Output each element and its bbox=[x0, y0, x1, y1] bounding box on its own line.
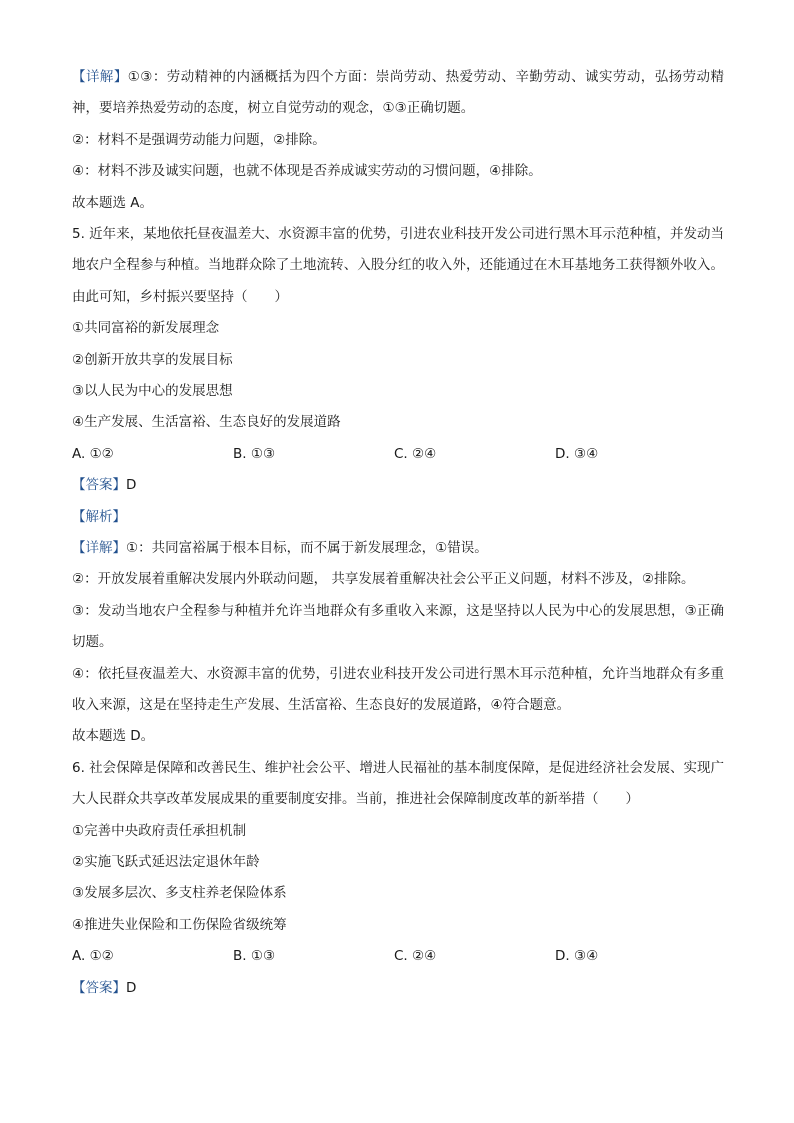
q5-stem: 5. 近年来，某地依托昼夜温差大、水资源丰富的优势，引进农业科技开发公司进行黑木耳示范种植，并发动当地农户全程参与种植。当地群众除了土地流转、入股分红的收入外，还能通过在木耳基地务工获得额外收入。由此可知，乡村振兴要坚持（ ） bbox=[72, 225, 724, 305]
q6-item-3: ③发展多层次、多支柱养老保险体系 bbox=[72, 885, 287, 902]
q5-option-b: B. ①③ bbox=[233, 445, 276, 462]
q5-item-4: ④生产发展、生活富裕、生态良好的发展道路 bbox=[72, 414, 341, 431]
q6-item-2: ②实施飞跃式延迟法定退休年龄 bbox=[72, 853, 260, 870]
q5-options bbox=[72, 439, 724, 470]
q4-conclusion: 故本题选 A。 bbox=[72, 194, 154, 211]
q6-options bbox=[72, 941, 724, 972]
answer-value: D bbox=[126, 477, 137, 494]
answer-tag: 【答案】 bbox=[72, 979, 126, 996]
detail-tag: 【详解】 bbox=[72, 69, 128, 85]
detail-text: ①：共同富裕属于根本目标，而不属于新发展理念，①错误。 bbox=[126, 539, 488, 556]
q5-item-2: ②创新开放共享的发展目标 bbox=[72, 351, 233, 368]
q5-option-d: D. ③④ bbox=[555, 445, 599, 462]
q5-answer bbox=[72, 470, 724, 501]
detail-tag: 【详解】 bbox=[72, 539, 126, 556]
q5-item-3: ③以人民为中心的发展思想 bbox=[72, 382, 233, 399]
q6-option-d: D. ③④ bbox=[555, 948, 599, 965]
analysis-tag: 【解析】 bbox=[72, 508, 126, 525]
q4-detail-line-4: ④：材料不涉及诚实问题，也就不体现是否养成诚实劳动的习惯问题，④排除。 bbox=[72, 163, 542, 180]
q5-detail-1 bbox=[72, 533, 724, 564]
document-page bbox=[72, 62, 724, 1004]
q6-item-1: ①完善中央政府责任承担机制 bbox=[72, 822, 247, 839]
q5-analysis-heading bbox=[72, 502, 724, 533]
answer-value: D bbox=[126, 979, 137, 996]
q6-answer bbox=[72, 973, 724, 1004]
q5-option-a: A. ①② bbox=[72, 445, 114, 462]
q5-detail-2: ②：开放发展着重解决发展内外联动问题， 共享发展着重解决社会公平正义问题，材料不涉及，②排除。 bbox=[72, 571, 695, 588]
q6-option-b: B. ①③ bbox=[233, 948, 276, 965]
q5-detail-4: ④：依托昼夜温差大、水资源丰富的优势，引进农业科技开发公司进行黑木耳示范种植，允许当地群众有多重收入来源，这是在坚持走生产发展、生活富裕、生态良好的发展道路，④符合题意。 bbox=[72, 665, 724, 713]
q5-detail-3: ③：发动当地农户全程参与种植并允许当地群众有多重收入来源，这是坚持以人民为中心的发展思想，③正确切题。 bbox=[72, 602, 724, 651]
q6-option-c: C. ②④ bbox=[394, 948, 437, 965]
detail-text: ①③：劳动精神的内涵概括为四个方面：崇尚劳动、热爱劳动、辛勤劳动、诚实劳动，弘扬劳动精神，要培养热爱劳动的态度，树立自觉劳动的观念，①③正确切题。 bbox=[72, 69, 724, 117]
q5-option-c: C. ②④ bbox=[394, 445, 437, 462]
q5-item-1: ①共同富裕的新发展理念 bbox=[72, 320, 220, 337]
q4-detail-paragraph bbox=[72, 62, 724, 125]
q4-detail-line-2: ②：材料不是强调劳动能力问题，②排除。 bbox=[72, 131, 326, 148]
q6-item-4: ④推进失业保险和工伤保险省级统筹 bbox=[72, 916, 287, 933]
answer-tag: 【答案】 bbox=[72, 477, 126, 494]
q6-option-a: A. ①② bbox=[72, 948, 114, 965]
q5-conclusion: 故本题选 D。 bbox=[72, 728, 155, 745]
q6-stem: 6. 社会保障是保障和改善民生、维护社会公平、增进人民福祉的基本制度保障，是促进经济社会发展、实现广大人民群众共享改革发展成果的重要制度安排。当前，推进社会保障制度改革的新举措（ ） bbox=[72, 759, 724, 808]
